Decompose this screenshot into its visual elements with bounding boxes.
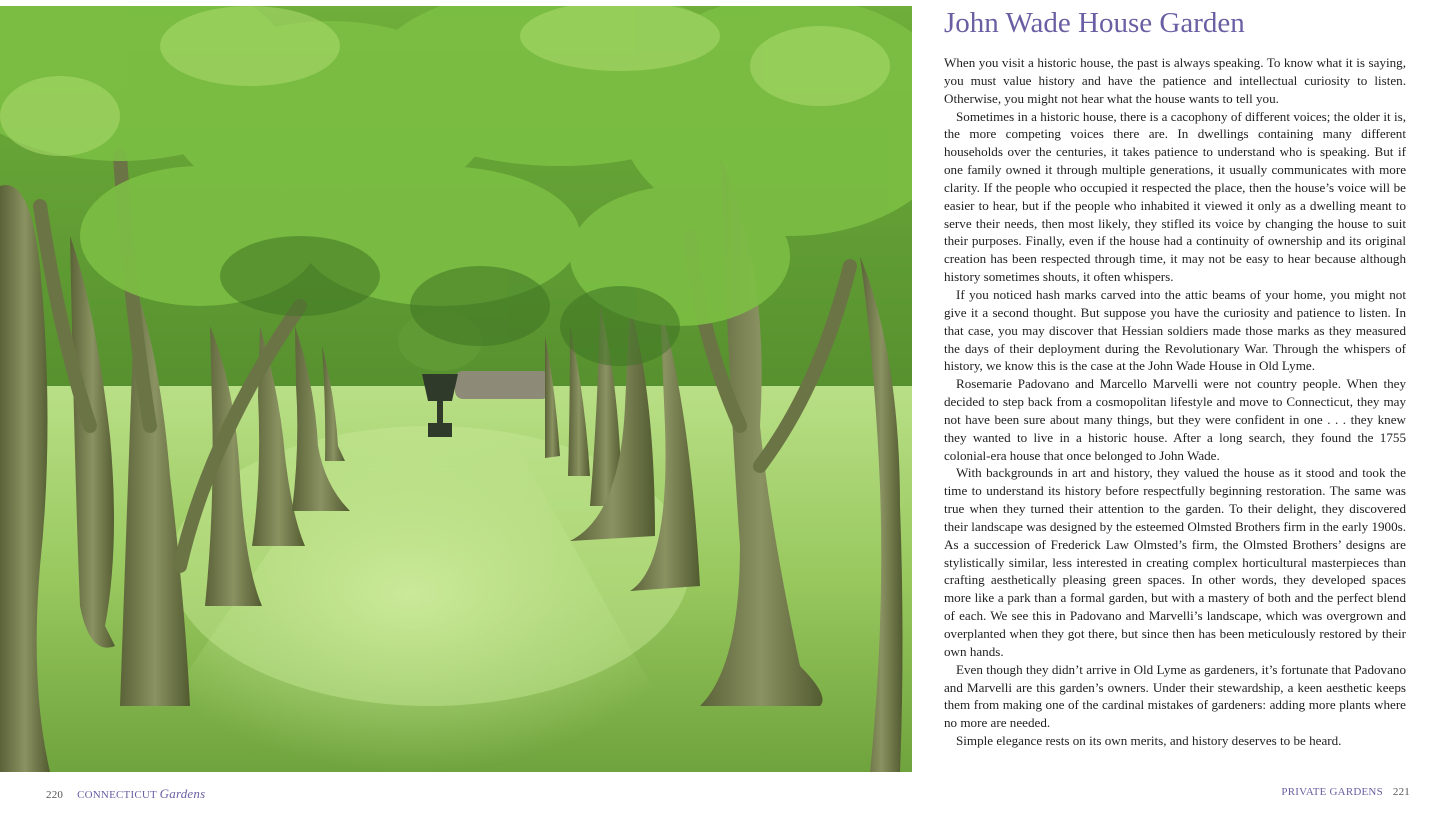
right-section-title: PRIVATE GARDENS [1281,786,1383,798]
article-paragraph: Simple elegance rests on its own merits, and history deserves to be heard. [956,733,1342,749]
left-book-title: CONNECTICUT [77,789,157,801]
right-page-number: 221 [1392,786,1410,798]
article-paragraph: Rosemarie Padovano and Marcello Marvelli were not country people. When they decided to step back from a cosmopolitan lifestyle and move to Connecticut, they may not have been sure about many things, but they were confident in one . . . they knew they wanted to live in a historic house. After a long search, they found the 1755 colonial-era house that once belonged to John Wade. [944,376,1406,463]
article-paragraph: Sometimes in a historic house, there is a cacophony of different voices; the older it is, the more competing voices there are. In dwellings containing many different households over the centuries, it takes patience to understand who is speaking. But if one family owned it through multiple generations, it usually communicates with more clarity. If the people who occupied it respected the place, then the house’s voice will be easier to hear, but if the people who inhabited it viewed it only as a dwelling meant to serve their needs, then most likely, they stifled its voice by changing the house to suit their purposes. Finally, even if the house had a continuity of ownership and its original creation has been respected through time, it may not be easy to hear because although history sometimes shouts, it often whispers. [944,108,1406,285]
article-title: John Wade House Garden [944,7,1245,39]
left-page-number: 220 [46,789,64,801]
article-paragraph: If you noticed hash marks carved into the attic beams of your home, you might not give it a second thought. But suppose you have the curiosity and patience to listen. In that case, you may discover that Hessian soldiers made those marks as they measured the days of their deployment during the Revolutionary War. Through the whispers of history, we know this is the case at the John Wade House in Old Lyme. [944,286,1406,374]
left-page-footer [46,786,205,802]
article-paragraph: With backgrounds in art and history, they valued the house as it stood and took the time to understand its history before respectfully beginning restoration. The same was true when they turned their attention to the garden. To their delight, they discovered their landscape was designed by the esteemed Olmsted Brothers firm in the early 1900s. As a succession of Frederick Law Olmsted’s firm, the Olmsted Brothers’ designs are stylistically similar, less interested in creating complex horticultural masterpieces than crafting aesthetically pleasing green spaces. In other words, they developed spaces more like a park than a formal garden, but with a mastery of both and the perfect blend of each. We see this in Padovano and Marvelli’s landscape, which was overgrown and overplanted when they got there, but since then has been meticulously restored by their own hands. [944,465,1406,659]
garden-allee-photo [0,6,912,772]
article-paragraph: When you visit a historic house, the past is always speaking. To know what it is saying, you must value history and have the patience and intellectual curiosity to listen. Otherwise, you might not hear what the house wants to tell you. [944,55,1406,106]
article-column [944,6,1406,750]
left-book-title-script: Gardens [159,786,206,801]
tree-allee-illustration [0,6,912,772]
article-body [944,54,1406,750]
article-paragraph: Even though they didn’t arrive in Old Lyme as gardeners, it’s fortunate that Padovano and Marvelli are this garden’s owners. Under their stewardship, a keen aesthetic keeps them from making one of the cardinal mistakes of gardeners: adding more plants where no more are needed. [944,661,1406,731]
right-page-footer [1281,786,1410,798]
